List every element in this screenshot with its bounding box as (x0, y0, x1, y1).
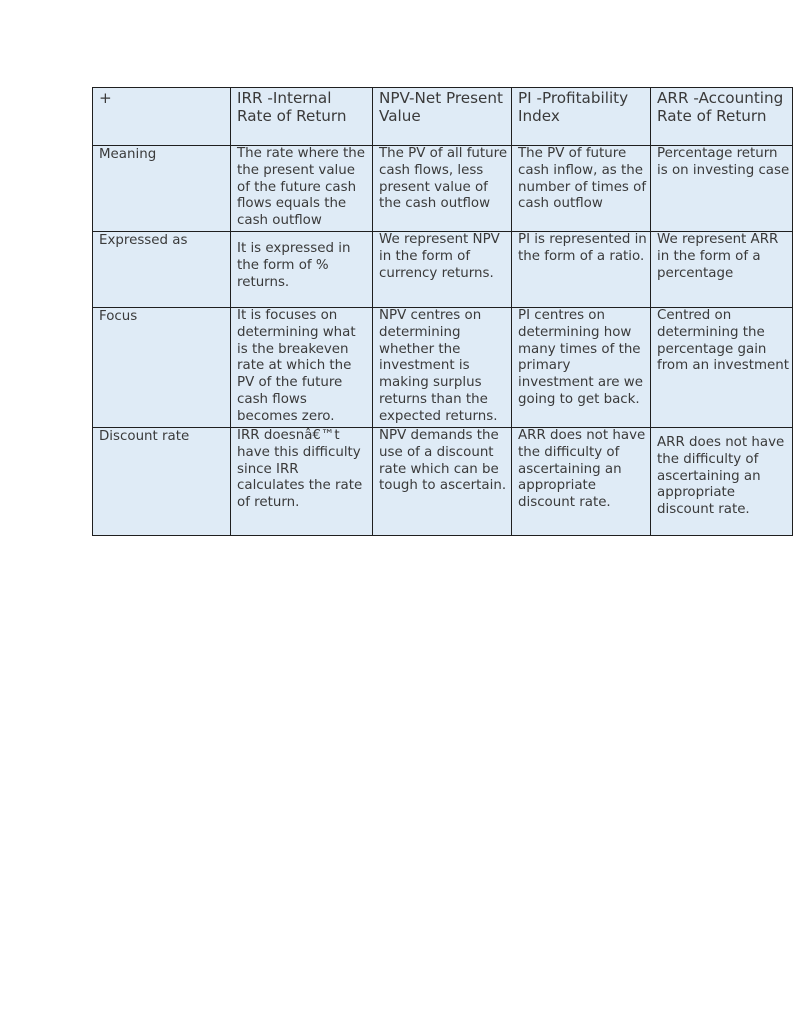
column-header-irr: IRR -Internal Rate of Return (231, 88, 373, 146)
table-header-row (93, 88, 793, 146)
table-cell: The rate where the the present value of the future cash flows equals the cash outflow (231, 146, 373, 232)
table-corner-cell: + (93, 88, 231, 146)
table-cell: We represent ARR in the form of a percentage (651, 232, 793, 308)
table-cell: PI is represented in the form of a ratio. (512, 232, 651, 308)
table-cell: IRR doesnâ€™t have this difficulty since IRR calculates the rate of return. (231, 428, 373, 536)
table-cell: NPV centres on determining whether the investment is making surplus returns than the expected returns. (373, 308, 512, 428)
table-row (93, 308, 793, 428)
table-row (93, 146, 793, 232)
table-row (93, 428, 793, 536)
table-cell: NPV demands the use of a discount rate which can be tough to ascertain. (373, 428, 512, 536)
column-header-arr: ARR -Accounting Rate of Return (651, 88, 793, 146)
table-cell: ARR does not have the difficulty of ascertaining an appropriate discount rate. (512, 428, 651, 536)
row-label-expressed-as: Expressed as (93, 232, 231, 308)
table-cell: We represent NPV in the form of currency returns. (373, 232, 512, 308)
row-label-discount-rate: Discount rate (93, 428, 231, 536)
comparison-table-container (92, 87, 790, 519)
row-label-focus: Focus (93, 308, 231, 428)
row-label-meaning: Meaning (93, 146, 231, 232)
table-row (93, 232, 793, 308)
column-header-pi: PI -Profitability Index (512, 88, 651, 146)
table-cell: The PV of future cash inflow, as the number of times of cash outflow (512, 146, 651, 232)
table-cell: PI centres on determining how many times of the primary investment are we going to get back. (512, 308, 651, 428)
table-cell: Centred on determining the percentage gain from an investment (651, 308, 793, 428)
table-cell: ARR does not have the difficulty of ascertaining an appropriate discount rate. (651, 428, 793, 536)
table-cell: The PV of all future cash flows, less present value of the cash outflow (373, 146, 512, 232)
table-cell: Percentage return is on investing case (651, 146, 793, 232)
comparison-table (92, 87, 793, 536)
table-cell: It is focuses on determining what is the breakeven rate at which the PV of the future cash flows becomes zero. (231, 308, 373, 428)
column-header-npv: NPV-Net Present Value (373, 88, 512, 146)
table-cell: It is expressed in the form of % returns. (231, 232, 373, 308)
